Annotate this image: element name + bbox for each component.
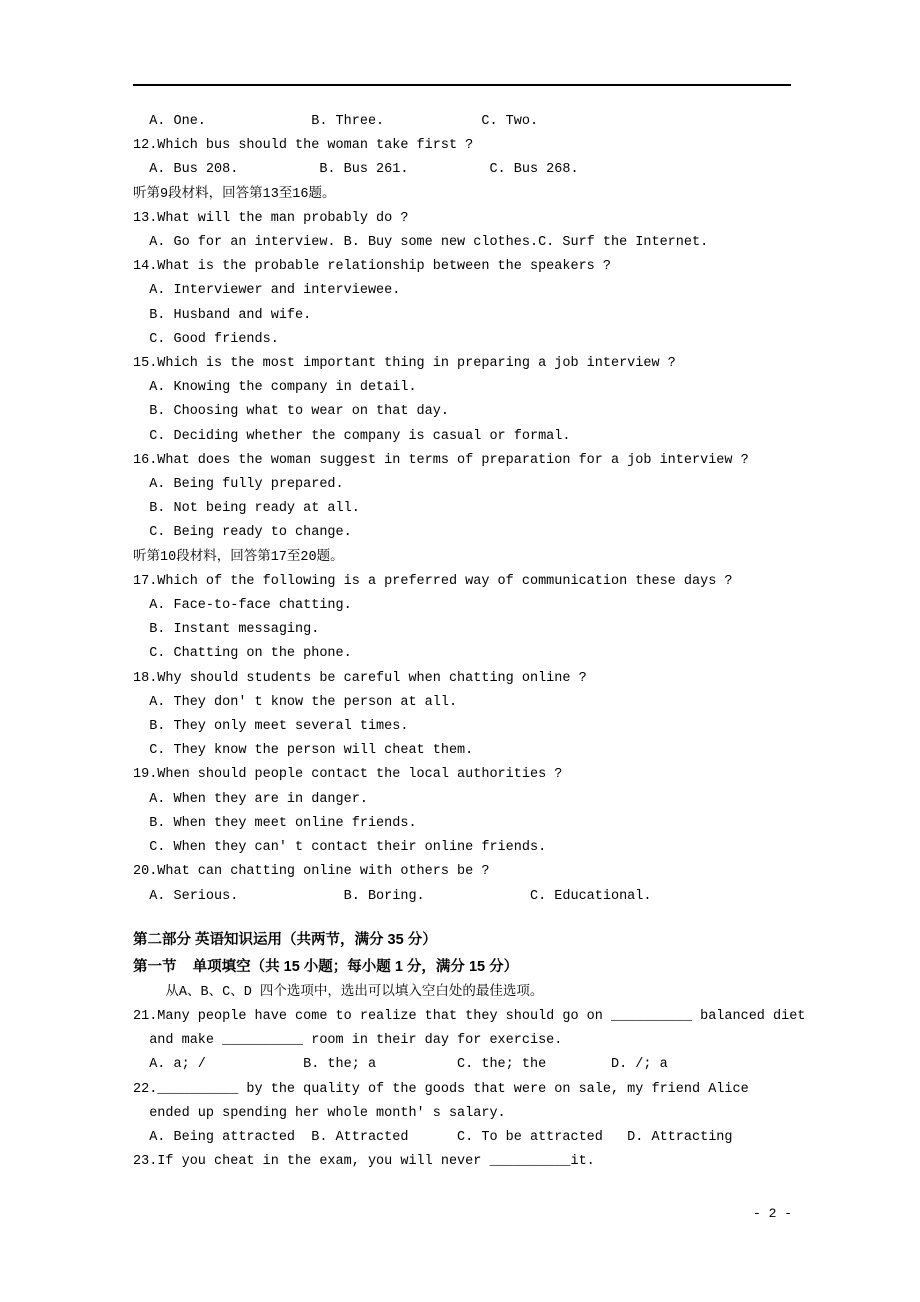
options-line: A. Being attracted B. Attracted C. To be attracted D. Attracting	[133, 1129, 733, 1145]
options-line: A. Knowing the company in detail.	[133, 380, 417, 396]
options-line: C. Chatting on the phone.	[133, 646, 352, 662]
question-line: 22.__________ by the quality of the goods that were on sale, my friend Alice	[133, 1081, 749, 1097]
subsection-heading: 第一节 单项填空（共 15 小题；每小题 1 分，满分 15 分）	[133, 958, 519, 975]
options-line: B. Husband and wife.	[133, 307, 312, 323]
options-line: A. They don' t know the person at all.	[133, 694, 458, 710]
question-line: 21.Many people have come to realize that they should go on __________ balanced diet	[133, 1008, 806, 1024]
material-note: 听第9段材料，回答第13至16题。	[133, 186, 336, 202]
page-footer	[753, 1206, 792, 1222]
options-line: A. One. B. Three. C. Two.	[133, 114, 539, 129]
options-line: C. Deciding whether the company is casual or formal.	[133, 428, 571, 444]
options-line: B. They only meet several times.	[133, 719, 409, 735]
instruction-line: 从A、B、C、D 四个选项中，选出可以填入空白处的最佳选项。	[133, 984, 544, 1000]
options-line: A. Interviewer and interviewee.	[133, 283, 401, 299]
options-line: A. Go for an interview. B. Buy some new clothes.C. Surf the Internet.	[133, 235, 709, 251]
question-continuation: ended up spending her whole month' s salary.	[133, 1105, 506, 1121]
options-line: A. Serious. B. Boring. C. Educational.	[133, 888, 652, 904]
options-line: C. When they can' t contact their online friends.	[133, 840, 547, 856]
options-line: C. They know the person will cheat them.	[133, 743, 474, 759]
options-line: B. Choosing what to wear on that day.	[133, 404, 449, 420]
options-line: C. Good friends.	[133, 331, 279, 347]
question-line: 14.What is the probable relationship between the speakers ?	[133, 259, 611, 275]
question-line: 23.If you cheat in the exam, you will never __________it.	[133, 1154, 595, 1170]
document-body	[133, 110, 833, 1174]
options-line: C. Being ready to change.	[133, 525, 352, 541]
question-line: 17.Which of the following is a preferred way of communication these days ?	[133, 573, 733, 589]
options-line: A. Face-to-face chatting.	[133, 598, 352, 614]
question-line: 20.What can chatting online with others be ?	[133, 864, 490, 880]
question-line: 16.What does the woman suggest in terms of preparation for a job interview ?	[133, 452, 749, 468]
question-line: 15.Which is the most important thing in preparing a job interview ?	[133, 356, 676, 372]
options-line: A. When they are in danger.	[133, 791, 368, 807]
page-number: - 2 -	[752, 1206, 792, 1221]
options-line: A. Bus 208. B. Bus 261. C. Bus 268.	[133, 162, 579, 178]
material-note: 听第10段材料，回答第17至20题。	[133, 549, 344, 565]
question-line: 12.Which bus should the woman take first ?	[133, 138, 474, 154]
question-line: 13.What will the man probably do ?	[133, 210, 409, 226]
options-line: B. Not being ready at all.	[133, 501, 360, 517]
header-divider	[133, 84, 791, 86]
options-line: A. Being fully prepared.	[133, 477, 344, 493]
question-line: 19.When should people contact the local authorities ?	[133, 767, 563, 783]
blank-line	[133, 909, 833, 927]
question-continuation: and make __________ room in their day for exercise.	[133, 1033, 563, 1049]
options-line: A. a; / B. the; a C. the; the D. /; a	[133, 1057, 668, 1073]
question-line: 18.Why should students be careful when chatting online ?	[133, 670, 587, 686]
section-heading: 第二部分 英语知识运用（共两节，满分 35 分）	[133, 931, 437, 948]
options-line: B. Instant messaging.	[133, 622, 320, 638]
options-line: B. When they meet online friends.	[133, 815, 417, 831]
